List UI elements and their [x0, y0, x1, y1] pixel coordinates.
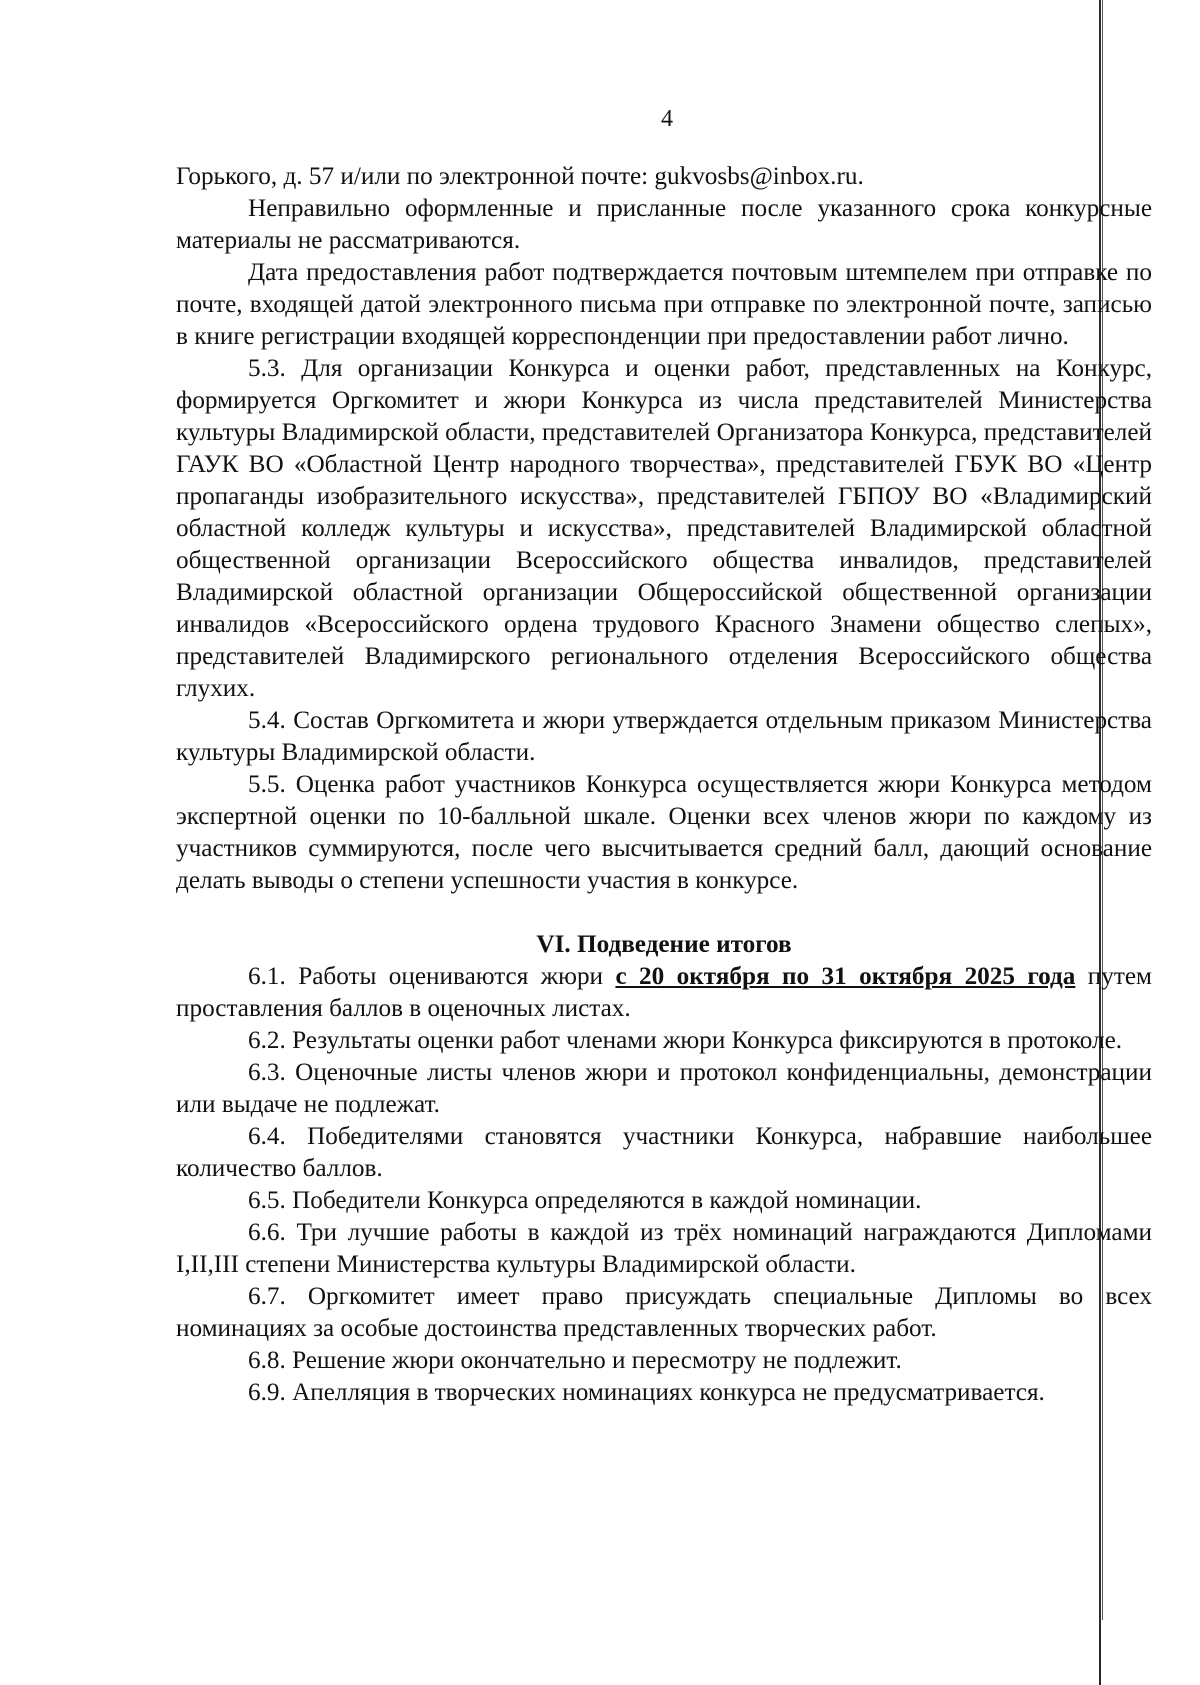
paragraph-5-3: 5.3. Для организации Конкурса и оценки работ, представленных на Конкурс, формируется Оргкомитет и жюри Конкурса из числа представителей Министерства культуры Владимирской области, представителей Организатора Конкурса, представителей ГАУК ВО «Областной Центр народного творчества», представителей ГБУК ВО «Центр пропаганды изобразительного искусства», представителей ГБПОУ ВО «Владимирский областной колледж культуры и искусства», представителей Владимирской областной общественной организации Всероссийского общества инвалидов, представителей Владимирской областной организации Общероссийской общественной организации инвалидов «Всероссийского ордена трудового Красного Знамени общество слепых», представителей Владимирского регионального отделения Всероссийского общества глухих. — [176, 355, 1152, 702]
paragraph-5-5: 5.5. Оценка работ участников Конкурса осуществляется жюри Конкурса методом экспертной оценки по 10-балльной шкале. Оценки всех членов жюри по каждому из участников суммируются, после чего высчитывается средний балл, дающий основание делать выводы о степени успешности участия в конкурсе. — [176, 771, 1152, 894]
paragraph-6-5: 6.5. Победители Конкурса определяются в каждой номинации. — [248, 1187, 922, 1214]
paragraph-6-3: 6.3. Оценочные листы членов жюри и протокол конфиденциальны, демонстрации или выдаче не подлежат. — [176, 1059, 1152, 1118]
paragraph-6-2: 6.2. Результаты оценки работ членами жюри Конкурса фиксируются в протоколе. — [248, 1027, 1123, 1054]
paragraph-submission-date: Дата предоставления работ подтверждается почтовым штемпелем при отправке по почте, входящей датой электронного письма при отправке по электронной почте, записью в книге регистрации входящей корреспонденции при предоставлении работ лично. — [176, 259, 1152, 350]
page-number: 4 — [661, 106, 673, 132]
paragraph-5-4: 5.4. Состав Оргкомитета и жюри утверждается отдельным приказом Министерства культуры Владимирской области. — [176, 707, 1152, 766]
paragraph-6-1-start: 6.1. Работы оцениваются жюри — [248, 963, 616, 990]
paragraph-rejected-materials: Неправильно оформленные и присланные после указанного срока конкурсные материалы не рассматриваются. — [176, 195, 1152, 254]
paragraph-6-4: 6.4. Победителями становятся участники Конкурса, набравшие наибольшее количество баллов. — [176, 1123, 1152, 1182]
paragraph-6-9: 6.9. Апелляция в творческих номинациях конкурса не предусматривается. — [248, 1379, 1045, 1406]
paragraph-contact: Горького, д. 57 и/или по электронной почте: gukvosbs@inbox.ru. — [176, 163, 864, 190]
paragraph-6-7: 6.7. Оргкомитет имеет право присуждать специальные Дипломы во всех номинациях за особые достоинства представленных творческих работ. — [176, 1283, 1152, 1342]
document-body — [176, 161, 1152, 1409]
section-heading-vi: VI. Подведение итогов — [536, 931, 792, 958]
paragraph-6-1 — [176, 961, 1152, 1025]
paragraph-6-1-end: путем проставления баллов в оценочных листах. — [176, 963, 1152, 1022]
paragraph-6-6: 6.6. Три лучшие работы в каждой из трёх номинаций награждаются Дипломами I,II,III степени Министерства культуры Владимирской области. — [176, 1219, 1152, 1278]
evaluation-period: с 20 октября по 31 октября 2025 года — [615, 963, 1076, 990]
paragraph-6-8: 6.8. Решение жюри окончательно и пересмотру не подлежит. — [248, 1347, 902, 1374]
